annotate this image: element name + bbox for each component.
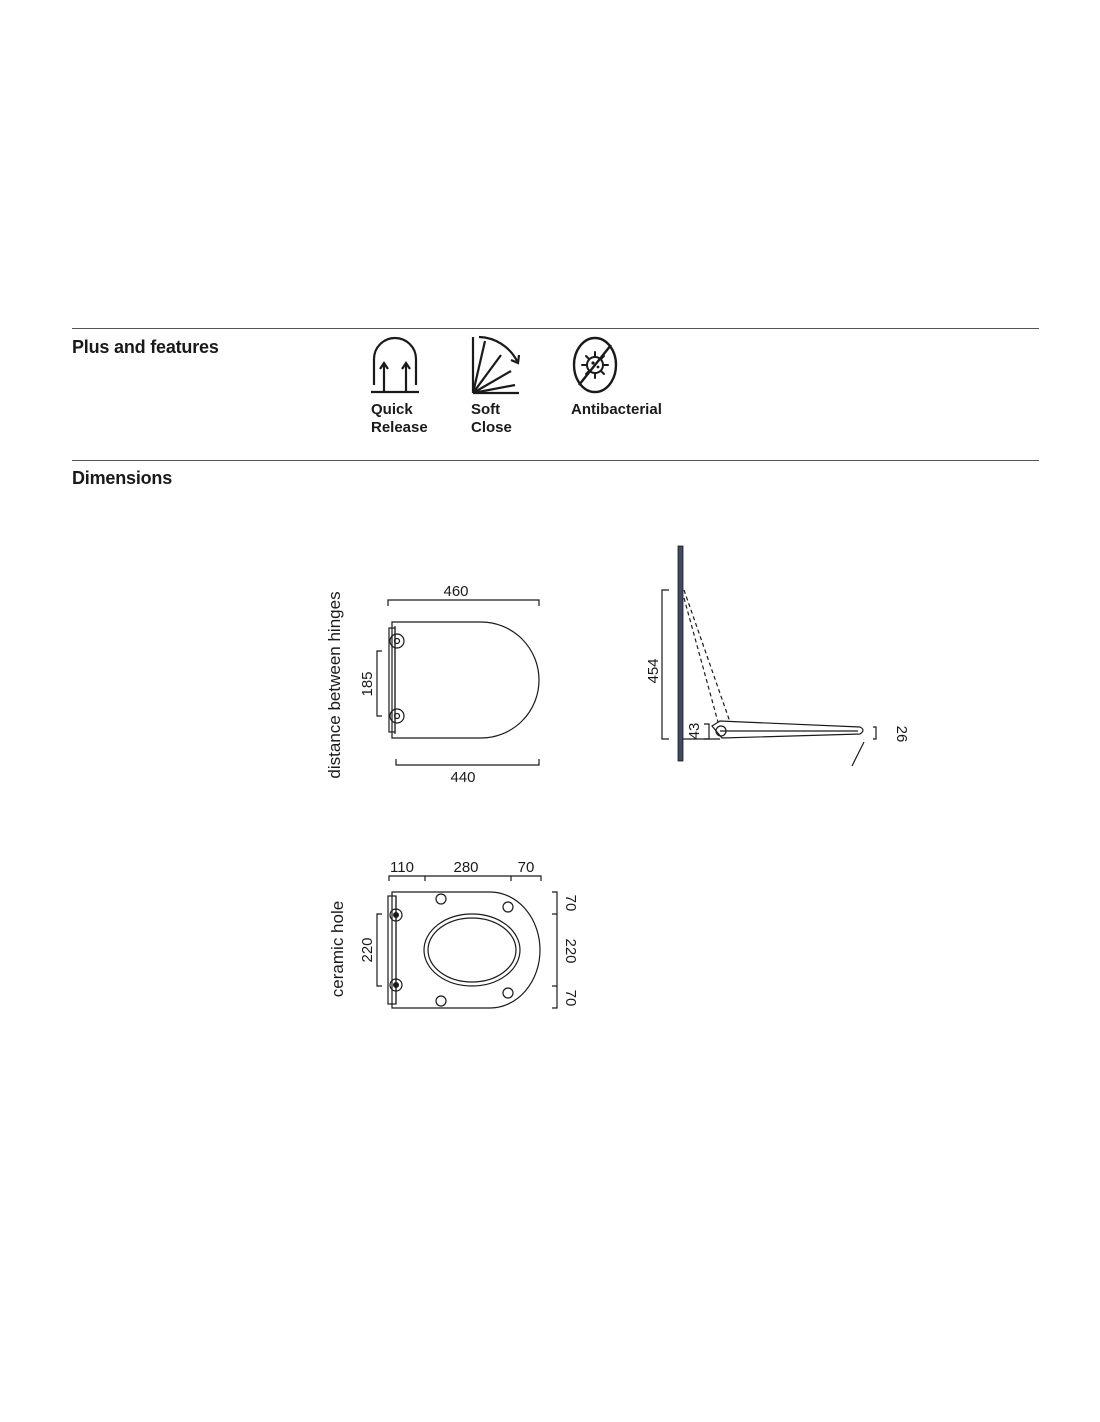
dimensions-heading: Dimensions — [72, 468, 173, 488]
dim-43: 43 — [686, 722, 703, 740]
dim-460: 460 — [443, 583, 469, 600]
dim-185: 185 — [359, 671, 376, 697]
label-distance-between-hinges: distance between hinges — [325, 591, 344, 779]
label-ceramic-hole: ceramic hole — [328, 900, 347, 998]
dim-70-right-bottom: 70 — [562, 989, 579, 1007]
dim-220-right: 220 — [562, 938, 579, 964]
dim-70-right-top: 70 — [562, 894, 579, 912]
dim-440: 440 — [450, 769, 476, 786]
feature-label-quick-release: Quick Release — [371, 401, 428, 436]
dim-454: 454 — [645, 658, 662, 684]
top-view-drawing — [377, 600, 539, 765]
bottom-view-drawing — [377, 876, 557, 1008]
feature-label-antibacterial: Antibacterial — [571, 401, 662, 418]
dim-220-left: 220 — [359, 937, 376, 963]
dim-280: 280 — [453, 859, 479, 876]
dim-110: 110 — [390, 859, 414, 876]
dim-70-top: 70 — [517, 859, 535, 876]
features-heading: Plus and features — [72, 337, 219, 357]
feature-label-soft-close: Soft Close — [471, 401, 512, 436]
dim-26: 26 — [893, 725, 910, 743]
